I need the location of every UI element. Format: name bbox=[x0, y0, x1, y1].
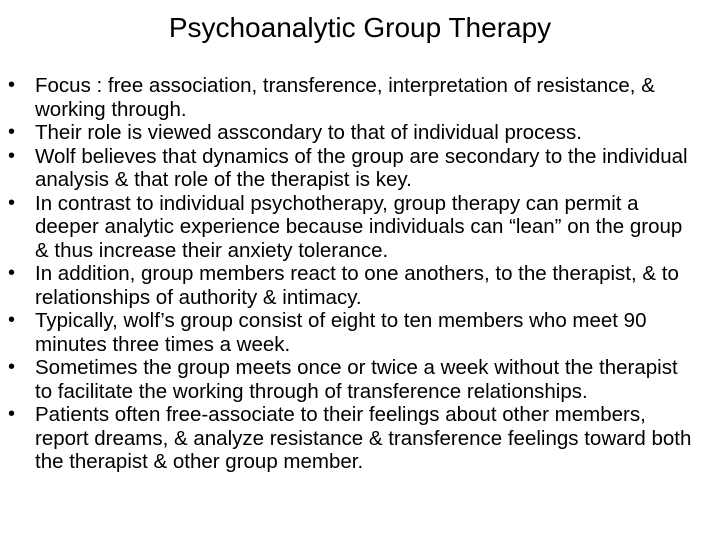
bullet-item-2 bbox=[0, 121, 720, 145]
bullet-item-3 bbox=[0, 145, 720, 192]
bullet-item-1 bbox=[0, 74, 720, 121]
bullet-marker-icon: • bbox=[8, 262, 16, 284]
bullet-text-6: Typically, wolf’s group consist of eight to ten members who meet 90 minutes three times a week. bbox=[35, 309, 647, 356]
bullet-marker-icon: • bbox=[8, 144, 16, 167]
bullet-marker-icon: • bbox=[8, 191, 16, 214]
bullet-item-4 bbox=[0, 192, 720, 263]
bullet-text-5: In addition, group members react to one anothers, to the therapist, & to relationships of authority & intimacy. bbox=[35, 262, 679, 309]
bullet-item-7 bbox=[0, 356, 720, 403]
slide-title: Psychoanalytic Group Therapy bbox=[168, 12, 552, 43]
bullet-text-8: Patients often free-associate to their feelings about other members, report dreams, & analyze resistance & transference feelings toward both the therapist & other group member. bbox=[35, 403, 692, 473]
bullet-item-6 bbox=[0, 309, 720, 356]
bullet-text-1: Focus : free association, transference, interpretation of resistance, & working through. bbox=[35, 74, 655, 121]
bullet-marker-icon: • bbox=[8, 121, 16, 143]
bullet-item-8 bbox=[0, 403, 720, 474]
bullet-marker-icon: • bbox=[8, 309, 16, 331]
bullet-text-4: In contrast to individual psychotherapy, group therapy can permit a deeper analytic experience because individuals can “lean” on the group & thus increase their anxiety tolerance. bbox=[35, 191, 683, 262]
bullet-marker-icon: • bbox=[8, 356, 16, 378]
bullet-marker-icon: • bbox=[8, 403, 16, 425]
bullet-text-3: Wolf believes that dynamics of the group are secondary to the individual analysis & that role of the therapist is key. bbox=[35, 144, 688, 191]
bullet-text-2: Their role is viewed asscondary to that of individual process. bbox=[35, 121, 582, 144]
bullet-item-5 bbox=[0, 262, 720, 309]
bullet-text-7: Sometimes the group meets once or twice a week without the therapist to facilitate the working through of transference relationships. bbox=[35, 356, 678, 403]
bullet-list bbox=[0, 74, 720, 474]
bullet-marker-icon: • bbox=[8, 74, 16, 96]
